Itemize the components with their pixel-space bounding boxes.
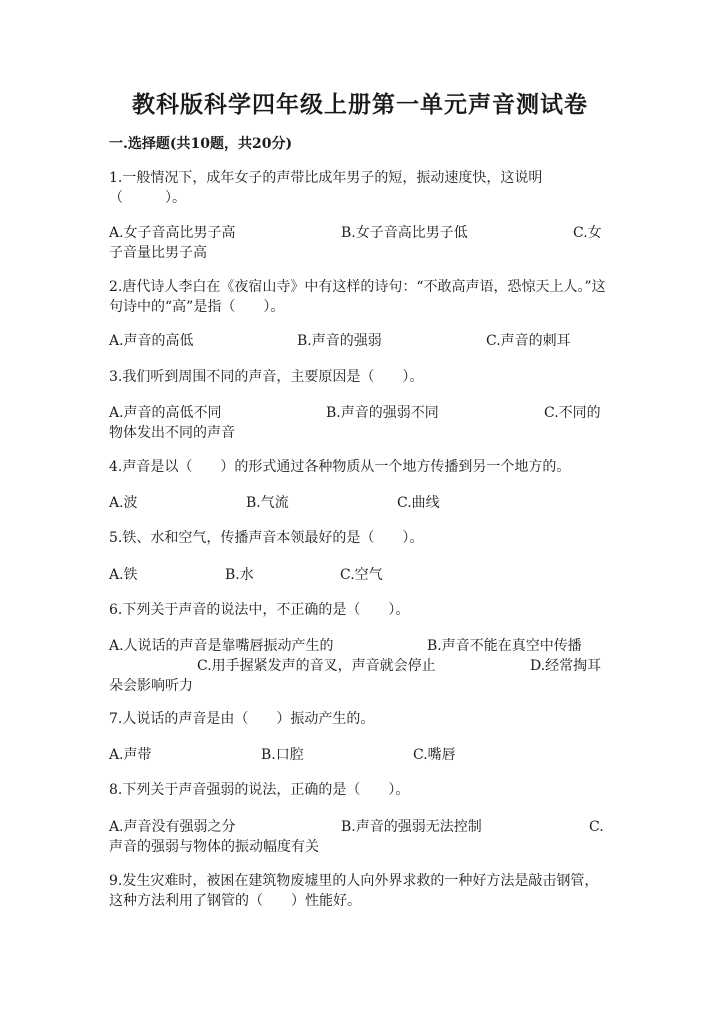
- option-c-continued: 物体发出不同的声音: [109, 425, 235, 441]
- option-b[interactable]: B.水: [225, 567, 254, 583]
- option-c[interactable]: C.嘴唇: [413, 747, 456, 763]
- option-b[interactable]: B.声音不能在真空中传播: [427, 638, 582, 654]
- option-a[interactable]: A.声音的高低: [109, 333, 194, 349]
- option-b[interactable]: B.女子音高比男子低: [341, 225, 468, 241]
- option-c[interactable]: C.空气: [340, 567, 383, 583]
- question-2: 2.唐代诗人李白在《夜宿山寺》中有这样的诗句：“不敢高声语，恐惊天上人。”这句诗中的“高”是指（ ）。: [109, 279, 606, 315]
- question-7-options: [109, 745, 606, 785]
- question-8: 8.下列关于声音强弱的说法，正确的是（ ）。: [109, 782, 410, 798]
- option-b[interactable]: B.气流: [246, 495, 289, 511]
- option-b[interactable]: B.声音的强弱不同: [326, 405, 439, 421]
- question-9: 9.发生灾难时，被困在建筑物废墟里的人向外界求救的一种好方法是敲击钢管，这种方法利用了钢管的（ ）性能好。: [109, 873, 599, 909]
- option-c[interactable]: C.: [589, 819, 604, 835]
- option-b[interactable]: B.口腔: [261, 747, 304, 763]
- question-8-options: [109, 817, 606, 857]
- question-7: 7.人说话的声音是由（ ）振动产生的。: [109, 711, 375, 727]
- question-5-options: [109, 565, 606, 605]
- option-b[interactable]: B.声音的强弱: [297, 333, 382, 349]
- option-c[interactable]: C.不同的: [544, 405, 601, 421]
- question-5: 5.铁、水和空气，传播声音本领最好的是（ ）。: [109, 530, 424, 546]
- option-a[interactable]: A.波: [109, 495, 138, 511]
- question-6-options: [109, 636, 606, 696]
- question-6: 6.下列关于声音的说法中，不正确的是（ ）。: [109, 602, 410, 618]
- option-a[interactable]: A.铁: [109, 567, 138, 583]
- option-a[interactable]: A.声音的高低不同: [109, 405, 222, 421]
- section-heading: 一.选择题(共10题，共20分): [109, 136, 293, 152]
- question-3: 3.我们听到周围不同的声音，主要原因是（ ）。: [109, 369, 424, 385]
- option-d[interactable]: D.经常掏耳: [530, 658, 602, 674]
- option-a[interactable]: A.声音没有强弱之分: [109, 819, 236, 835]
- option-c-continued: 子音量比男子高: [109, 245, 207, 261]
- option-a[interactable]: A.人说话的声音是靠嘴唇振动产生的: [109, 638, 334, 654]
- question-1: 1.一般情况下，成年女子的声带比成年男子的短，振动速度快，这说明（ ）。: [109, 170, 543, 206]
- option-a[interactable]: A.声带: [109, 747, 152, 763]
- option-c[interactable]: C.曲线: [397, 495, 440, 511]
- option-b[interactable]: B.声音的强弱无法控制: [341, 819, 482, 835]
- option-c[interactable]: C.用手握紧发声的音叉，声音就会停止: [197, 658, 436, 674]
- option-c[interactable]: C.女: [573, 225, 602, 241]
- question-1-options: [109, 223, 606, 263]
- option-c-continued: 声音的强弱与物体的振动幅度有关: [109, 839, 319, 855]
- question-4-options: [109, 493, 606, 533]
- question-3-options: [109, 403, 606, 443]
- question-2-options: [109, 331, 606, 371]
- option-d-continued: 朵会影响听力: [109, 678, 193, 694]
- question-4: 4.声音是以（ ）的形式通过各种物质从一个地方传播到另一个地方的。: [109, 459, 571, 475]
- option-a[interactable]: A.女子音高比男子高: [109, 225, 236, 241]
- page-title: 教科版科学四年级上册第一单元声音测试卷: [132, 92, 588, 118]
- option-c[interactable]: C.声音的刺耳: [486, 333, 571, 349]
